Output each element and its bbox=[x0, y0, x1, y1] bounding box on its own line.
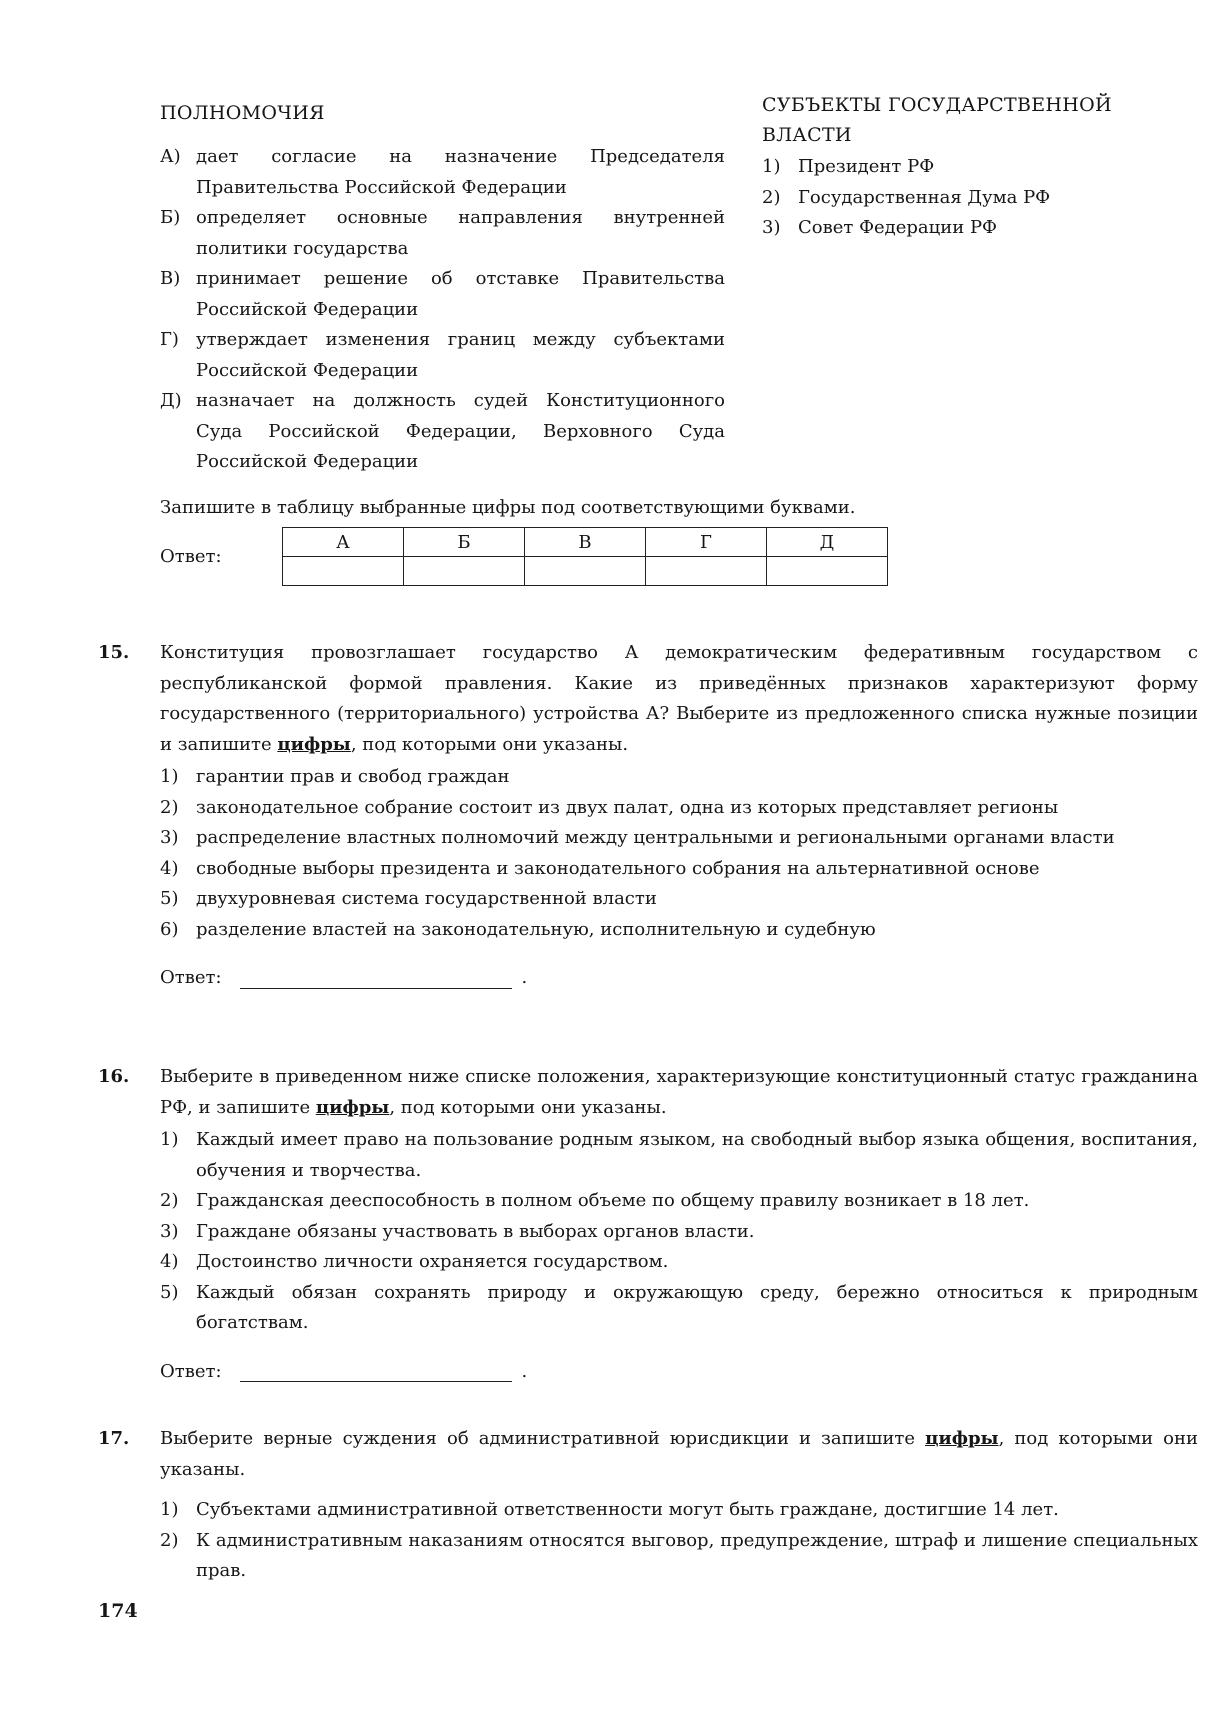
answer-label: Ответ: bbox=[160, 967, 222, 988]
powers-title: ПОЛНОМОЧИЯ bbox=[160, 102, 325, 124]
matching-answer bbox=[160, 527, 888, 586]
answer-header-cell: Г bbox=[646, 528, 767, 557]
option-item bbox=[160, 762, 1198, 793]
options-list bbox=[160, 1495, 1198, 1587]
subject-text: Государственная Дума РФ bbox=[798, 186, 1051, 208]
answer-header-cell: Б bbox=[404, 528, 525, 557]
option-number: 1) bbox=[160, 1129, 179, 1150]
task-body bbox=[160, 1062, 1198, 1387]
option-item bbox=[160, 1217, 1198, 1248]
task-16 bbox=[98, 1062, 1198, 1387]
option-item bbox=[160, 884, 1198, 915]
options-list bbox=[160, 1125, 1198, 1339]
subject-label: 1) bbox=[762, 156, 781, 177]
stem-emphasis: цифры bbox=[315, 1096, 390, 1118]
power-label: Б) bbox=[160, 207, 181, 228]
option-number: 1) bbox=[160, 1499, 179, 1520]
answer-input-cell[interactable] bbox=[525, 557, 646, 586]
power-text: определяет основные направления внутренней политики государства bbox=[196, 207, 725, 259]
power-label: А) bbox=[160, 146, 181, 167]
answer-header-cell: А bbox=[283, 528, 404, 557]
subjects-title: СУБЪЕКТЫ ГОСУДАРСТВЕННОЙ ВЛАСТИ bbox=[762, 94, 1112, 146]
option-item bbox=[160, 1125, 1198, 1186]
option-text: свободные выборы президента и законодательного собрания на альтернативной основе bbox=[196, 857, 1040, 879]
stem-text-end: , под которыми они указаны. bbox=[160, 1428, 1198, 1480]
option-text: Субъектами административной ответственности могут быть граждане, достигшие 14 лет. bbox=[196, 1499, 1059, 1520]
task-body bbox=[160, 638, 1198, 993]
answer-input-cell[interactable] bbox=[283, 557, 404, 586]
option-text: гарантии прав и свобод граждан bbox=[196, 766, 510, 787]
power-label: Д) bbox=[160, 390, 182, 411]
option-number: 3) bbox=[160, 827, 179, 848]
option-item bbox=[160, 823, 1198, 854]
task-stem bbox=[160, 638, 1198, 760]
option-number: 2) bbox=[160, 1190, 179, 1211]
option-item bbox=[160, 915, 1198, 946]
option-number: 3) bbox=[160, 1220, 179, 1242]
task-number: 17. bbox=[98, 1428, 130, 1449]
option-item bbox=[160, 1186, 1198, 1217]
option-text: двухуровневая система государственной власти bbox=[196, 888, 657, 909]
power-item-a bbox=[160, 142, 725, 203]
table-instruction: Запишите в таблицу выбранные цифры под соответствующими буквами. bbox=[160, 497, 856, 518]
option-number: 6) bbox=[160, 918, 179, 940]
power-text: принимает решение об отставке Правительства Российской Федерации bbox=[196, 268, 725, 320]
option-item bbox=[160, 854, 1198, 885]
option-text: распределение властных полномочий между центральными и региональными органами власти bbox=[196, 827, 1115, 848]
answer-label: Ответ: bbox=[160, 546, 222, 567]
answer-header-cell: В bbox=[525, 528, 646, 557]
option-text: Достоинство личности охраняется государством. bbox=[196, 1251, 669, 1272]
answer-input-line[interactable] bbox=[240, 968, 512, 989]
powers-column bbox=[160, 98, 725, 478]
option-item bbox=[160, 793, 1198, 824]
options-list bbox=[160, 762, 1198, 945]
power-item-b bbox=[160, 203, 725, 264]
power-text: дает согласие на назначение Председателя Правительства Российской Федерации bbox=[196, 146, 725, 198]
answer-input-line[interactable] bbox=[240, 1361, 512, 1382]
option-text: Граждане обязаны участвовать в выборах органов власти. bbox=[196, 1220, 755, 1242]
task-number: 15. bbox=[98, 642, 130, 663]
answer-header-cell: Д bbox=[767, 528, 888, 557]
task-body bbox=[160, 1424, 1198, 1587]
answer-dot: . bbox=[521, 967, 528, 988]
answer-dot: . bbox=[521, 1360, 528, 1382]
subject-text: Президент РФ bbox=[798, 156, 935, 177]
option-text: Гражданская дееспособность в полном объеме по общему правилу возникает в 18 лет. bbox=[196, 1190, 1030, 1211]
option-number: 4) bbox=[160, 1251, 179, 1272]
option-text: Каждый имеет право на пользование родным языком, на свободный выбор языка общения, воспитания, обучения и творчества. bbox=[196, 1129, 1198, 1181]
option-item bbox=[160, 1495, 1198, 1526]
subject-item bbox=[762, 213, 1142, 244]
task-number: 16. bbox=[98, 1066, 130, 1087]
power-item-g bbox=[160, 325, 725, 386]
subject-item bbox=[762, 152, 1142, 183]
answer-input-cell[interactable] bbox=[646, 557, 767, 586]
option-text: законодательное собрание состоит из двух палат, одна из которых представляет регионы bbox=[196, 796, 1059, 818]
page-number: 174 bbox=[98, 1600, 138, 1622]
stem-text-end: , под которыми они указаны. bbox=[350, 733, 629, 755]
stem-text: Выберите верные суждения об административной юрисдикции и запишите bbox=[160, 1428, 926, 1449]
power-item-v bbox=[160, 264, 725, 325]
option-item bbox=[160, 1247, 1198, 1278]
power-text: назначает на должность судей Конституционного Суда Российской Федерации, Верховного Суда Российской Федерации bbox=[196, 390, 725, 472]
powers-list bbox=[160, 142, 725, 478]
option-number: 1) bbox=[160, 766, 179, 787]
task-stem bbox=[160, 1062, 1198, 1123]
subjects-list bbox=[762, 152, 1142, 244]
subjects-column bbox=[762, 90, 1142, 244]
subject-text: Совет Федерации РФ bbox=[798, 217, 998, 238]
stem-emphasis: цифры bbox=[277, 733, 351, 755]
answer-line bbox=[160, 1357, 1198, 1387]
option-number: 2) bbox=[160, 1529, 179, 1551]
stem-text: Выберите в приведенном ниже списке положения, характеризующие конституционный статус гражданина РФ, и запишите bbox=[160, 1066, 1198, 1118]
power-item-d bbox=[160, 386, 725, 478]
option-text: К административным наказаниям относятся выговор, предупреждение, штраф и лишение специальных прав. bbox=[196, 1529, 1198, 1581]
option-text: Каждый обязан сохранять природу и окружающую среду, бережно относиться к природным богатствам. bbox=[196, 1281, 1198, 1333]
stem-emphasis: цифры bbox=[925, 1428, 999, 1449]
power-text: утверждает изменения границ между субъектами Российской Федерации bbox=[196, 329, 725, 381]
stem-text: Конституция провозглашает государство А демократическим федеративным государством с республиканской формой правления. Какие из приведённых признаков характеризуют форму государственного (территориального) устройства А? Выберите из предложенного списка нужные позиции и запишите bbox=[160, 642, 1198, 755]
answer-line bbox=[160, 963, 1198, 993]
option-item bbox=[160, 1526, 1198, 1587]
option-item bbox=[160, 1278, 1198, 1339]
power-label: В) bbox=[160, 268, 181, 289]
subject-label: 3) bbox=[762, 217, 781, 238]
answer-table-header-row bbox=[283, 528, 888, 557]
option-text: разделение властей на законодательную, исполнительную и судебную bbox=[196, 918, 876, 940]
power-label: Г) bbox=[160, 329, 179, 350]
option-number: 4) bbox=[160, 857, 179, 879]
answer-input-cell[interactable] bbox=[404, 557, 525, 586]
stem-text-end: , под которыми они указаны. bbox=[389, 1096, 667, 1118]
option-number: 5) bbox=[160, 888, 179, 909]
task-15 bbox=[98, 638, 1198, 993]
subject-label: 2) bbox=[762, 186, 781, 208]
answer-input-cell[interactable] bbox=[767, 557, 888, 586]
answer-table-input-row bbox=[283, 557, 888, 586]
task-17 bbox=[98, 1424, 1198, 1587]
answer-table bbox=[282, 527, 888, 586]
subject-item bbox=[762, 183, 1142, 214]
option-number: 5) bbox=[160, 1281, 179, 1303]
option-number: 2) bbox=[160, 796, 179, 818]
answer-label: Ответ: bbox=[160, 1360, 222, 1382]
task-stem bbox=[160, 1424, 1198, 1485]
